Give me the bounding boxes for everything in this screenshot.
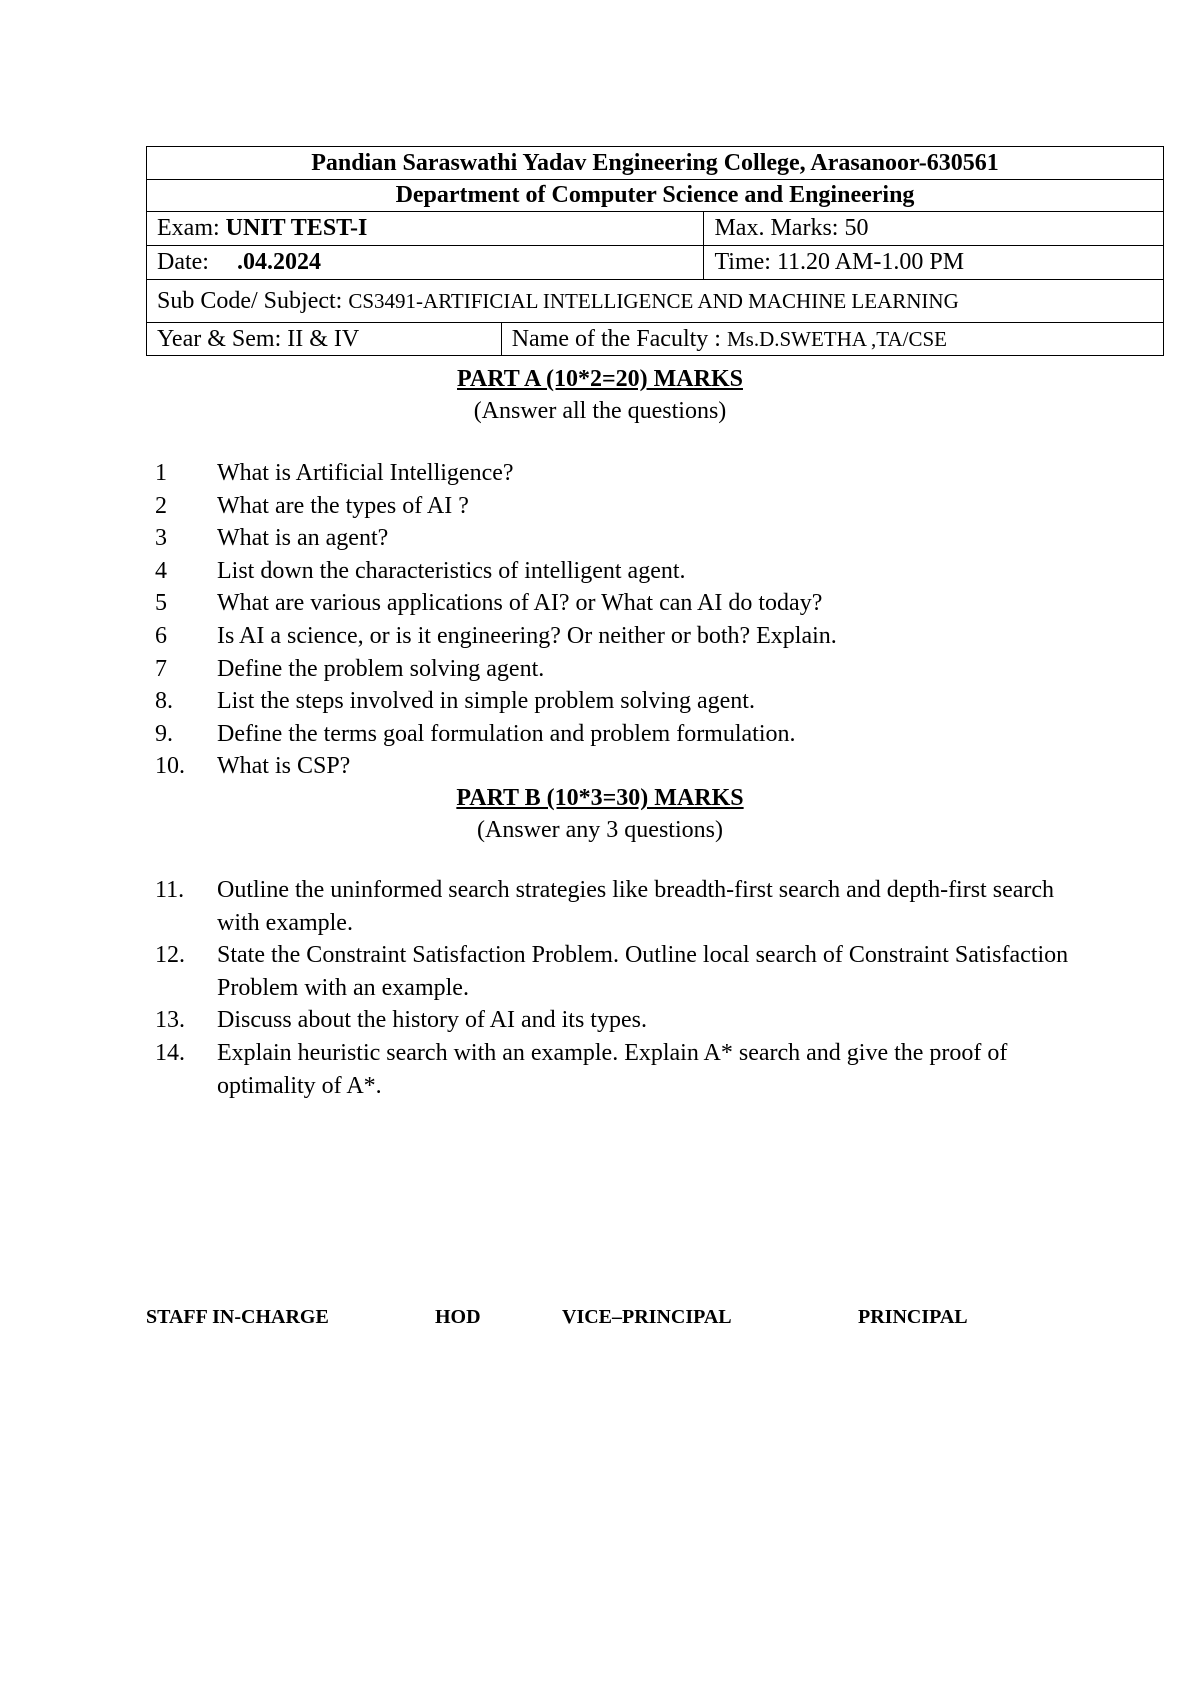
question-text: Outline the uninformed search strategies like breadth-first search and depth-first search with example. [217,877,1055,936]
question-item [155,1037,1095,1102]
question-text: Explain heuristic search with an example. Explain A* search and give the proof of optimality of A*. [217,1039,1008,1099]
part-a-question-list [155,457,1095,783]
subject-cell [147,280,1164,323]
question-text: Is AI a science, or is it engineering? Or neither or both? Explain. [217,622,837,649]
exam-label: Exam: [157,215,226,242]
question-item [155,457,1095,490]
question-text: What are the types of AI ? [217,492,469,519]
question-number: 10. [155,753,185,780]
question-number: 7 [155,655,167,682]
question-number: 11. [155,877,185,903]
question-item [155,718,1095,751]
date-value: .04.2024 [236,249,321,276]
exam-value: UNIT TEST-I [225,215,368,242]
exam-header-table [146,146,1164,356]
question-number: 9. [155,720,173,747]
question-item [155,620,1095,653]
question-number: 3 [155,525,167,552]
faculty-label: Name of the Faculty : [511,325,727,352]
signature-principal: PRINCIPAL [858,1306,968,1328]
college-name: Pandian Saraswathi Yadav Engineering College, Arasanoor-630561 [147,147,1164,180]
part-b-instruction: (Answer any 3 questions) [477,817,723,843]
question-item [155,750,1095,783]
question-text: Discuss about the history of AI and its types. [217,1007,647,1034]
signature-vice-principal: VICE–PRINCIPAL [562,1306,732,1328]
question-text: List the steps involved in simple problem solving agent. [217,688,755,715]
year-sem: Year & Sem: II & IV [147,323,502,356]
question-text: What is CSP? [217,753,351,780]
question-item [155,874,1095,939]
question-number: 12. [155,942,185,969]
question-item [155,555,1095,588]
exam-time: Time: 11.20 AM-1.00 PM [704,246,1164,280]
question-number: 14. [155,1039,185,1066]
question-text: What are various applications of AI? or What can AI do today? [217,590,823,617]
question-item [155,490,1095,523]
date-cell [147,246,704,280]
question-item [155,522,1095,555]
question-item [155,587,1095,620]
question-text: List down the characteristics of intelligent agent. [217,557,686,584]
faculty-cell [501,323,1163,356]
question-item [155,685,1095,718]
part-a-title: PART A (10*2=20) MARKS [457,366,743,392]
question-number: 13. [155,1007,185,1034]
question-item [155,1004,1095,1037]
part-b-title: PART B (10*3=30) MARKS [456,785,744,811]
part-a-instruction: (Answer all the questions) [473,398,727,424]
question-number: 6 [155,622,167,649]
signature-staff-in-charge: STAFF IN-CHARGE [146,1306,329,1328]
exam-cell [147,212,704,246]
signature-hod: HOD [435,1306,481,1328]
part-b-question-list [155,874,1095,1102]
department-name: Department of Computer Science and Engineering [147,180,1164,212]
subject-value: CS3491-ARTIFICIAL INTELLIGENCE AND MACHINE LEARNING [348,288,959,313]
question-text: What is an agent? [217,525,389,552]
question-text: Define the terms goal formulation and problem formulation. [217,720,796,747]
question-text: What is Artificial Intelligence? [217,460,514,486]
question-item [155,939,1095,1004]
subject-label: Sub Code/ Subject: [157,287,349,314]
date-label: Date: [157,249,209,276]
question-number: 4 [155,557,167,584]
question-number: 2 [155,492,167,519]
max-marks: Max. Marks: 50 [704,212,1164,246]
question-text: Define the problem solving agent. [217,655,545,682]
question-number: 5 [155,590,167,617]
question-number: 8. [155,688,173,715]
question-item [155,653,1095,686]
question-number: 1 [155,460,167,486]
question-text: State the Constraint Satisfaction Problem. Outline local search of Constraint Satisfaction Problem with an example. [217,942,1069,1001]
faculty-value: Ms.D.SWETHA ,TA/CSE [726,326,947,351]
